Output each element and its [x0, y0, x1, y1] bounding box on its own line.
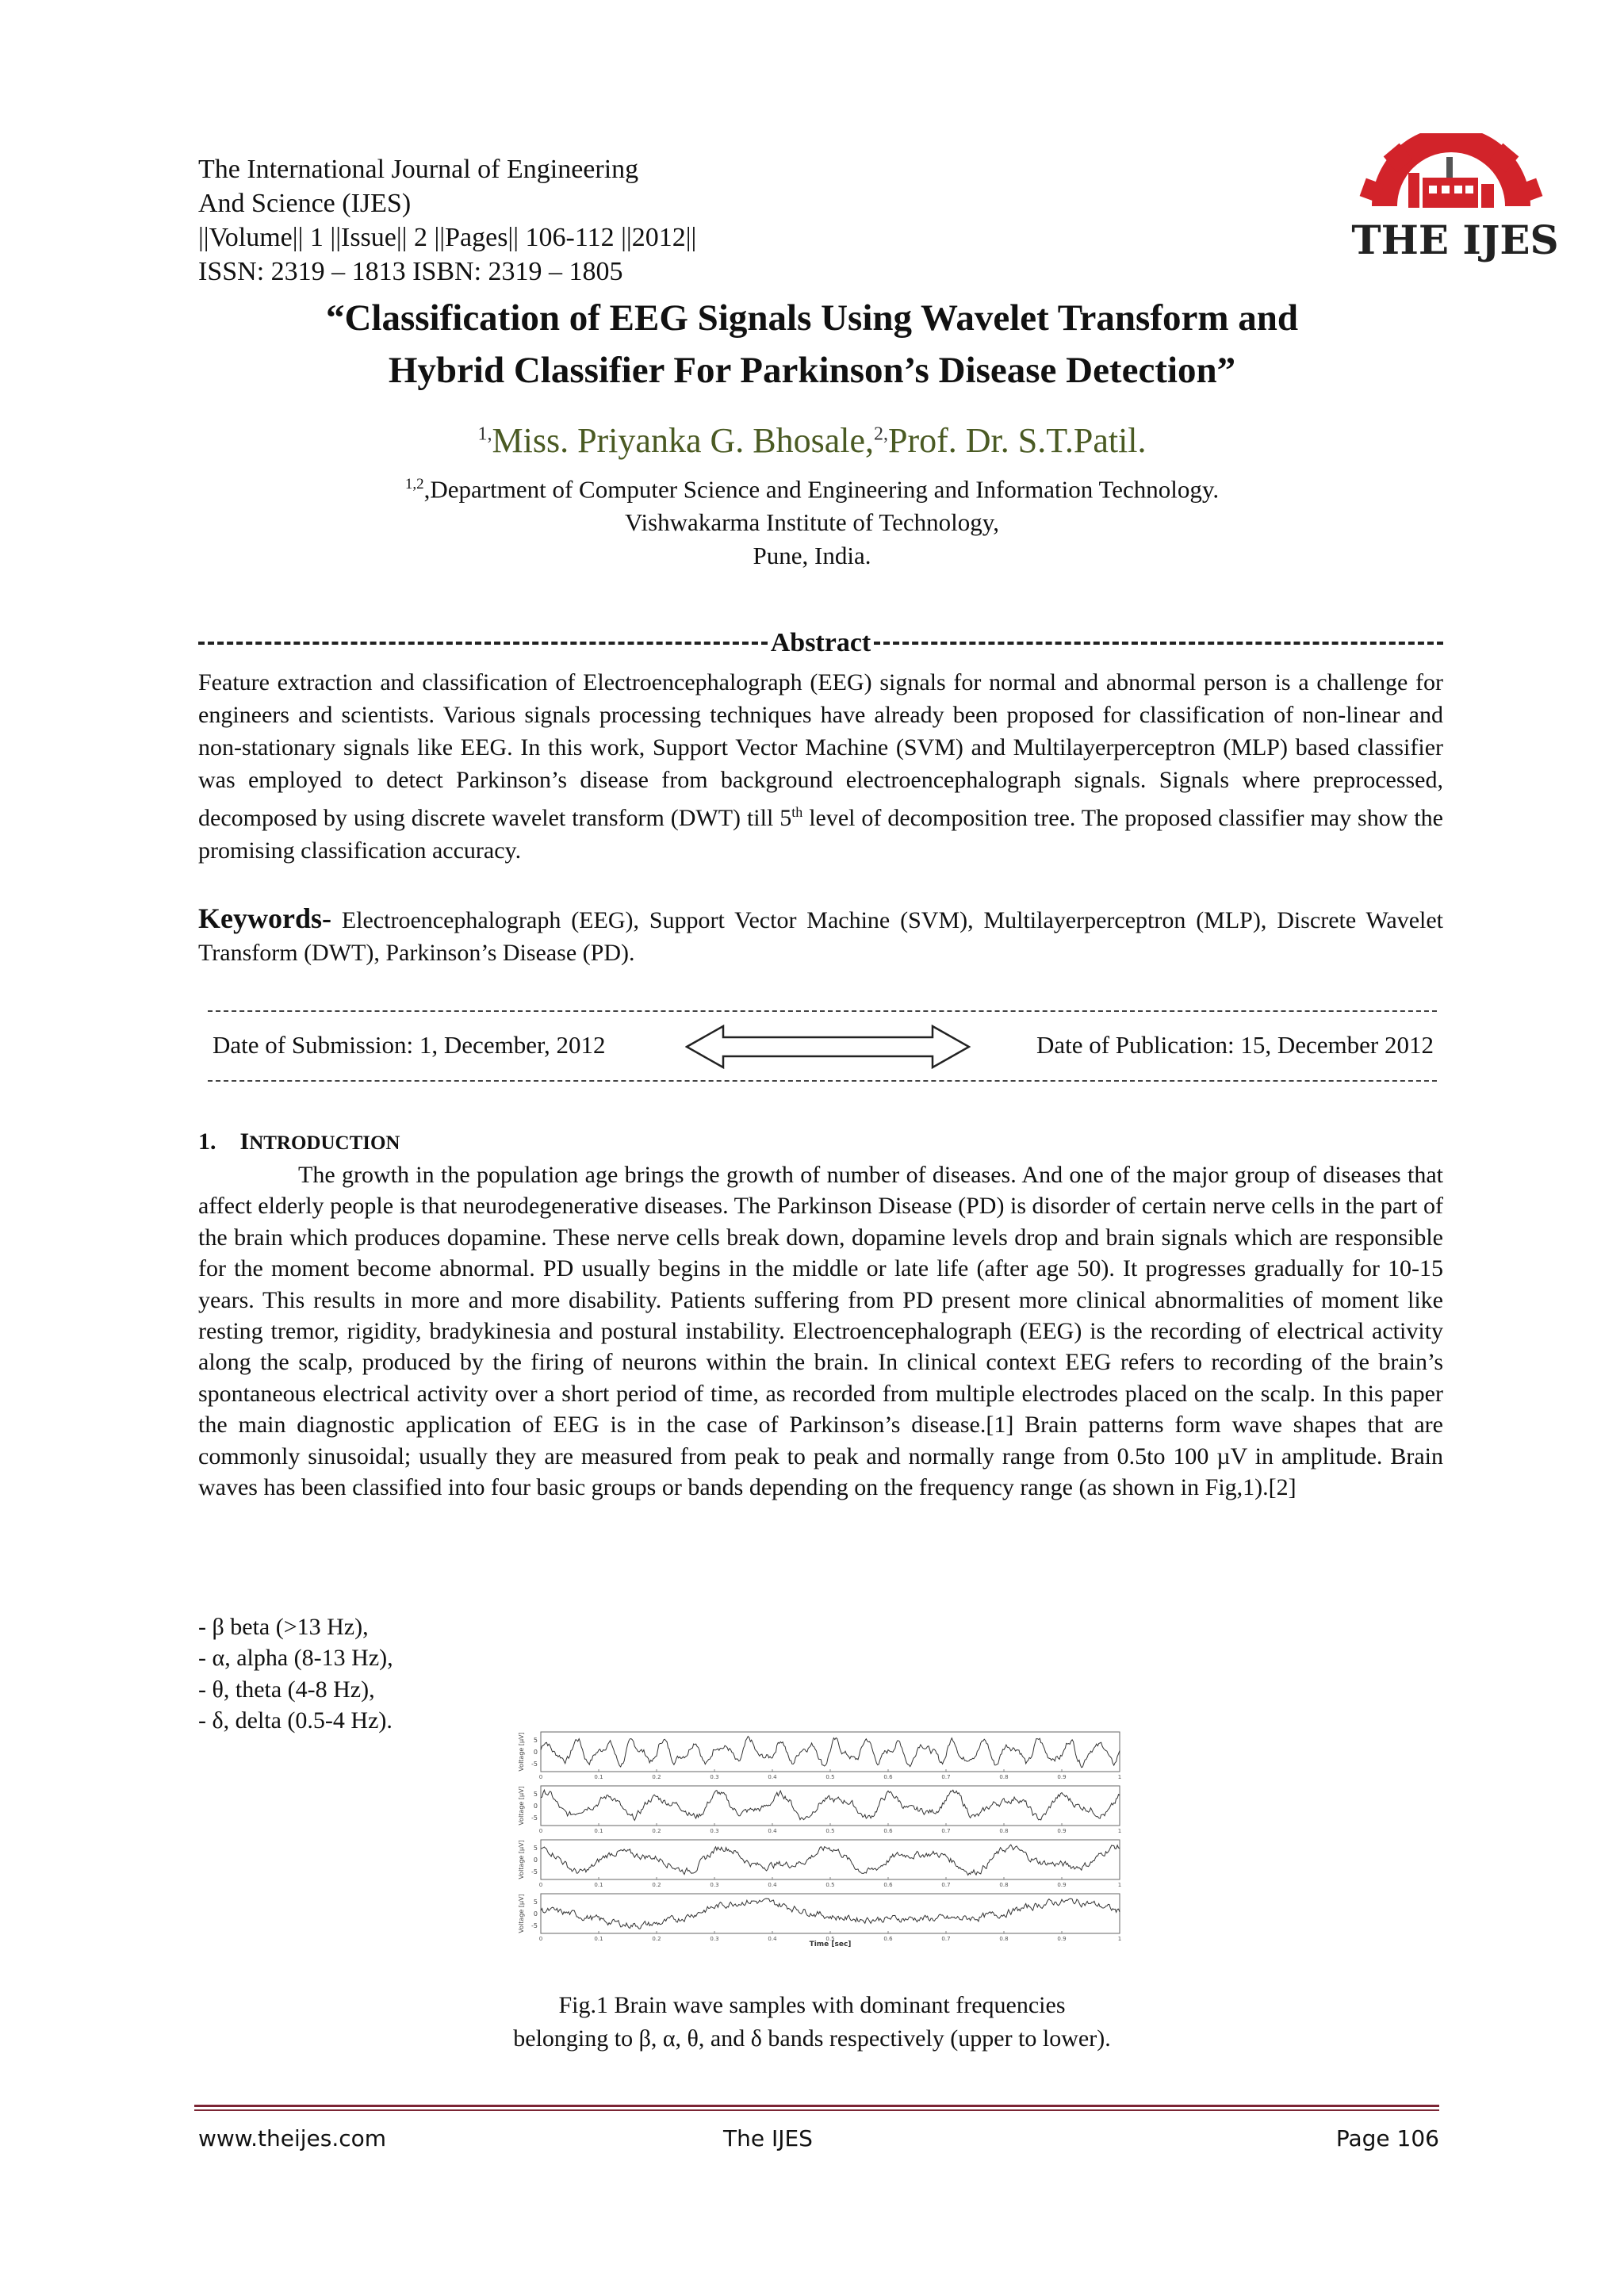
footer-page-number: Page 106 — [1335, 2125, 1439, 2151]
x-tick-label: 0.3 — [710, 1936, 719, 1942]
y-axis-label: Voltage [µV] — [518, 1840, 525, 1879]
submission-date: Date of Submission: 1, December, 2012 — [213, 1031, 606, 1059]
paper-title — [159, 292, 1465, 397]
x-tick-label: 1 — [1117, 1882, 1122, 1888]
journal-name-line2: And Science (IJES) — [198, 189, 412, 218]
title-line1: “Classification of EEG Signals Using Wavelet Transform and — [325, 297, 1299, 339]
footer-rule-top — [194, 2105, 1439, 2107]
x-tick-label: 0.3 — [710, 1882, 719, 1888]
x-tick-label: 0 — [538, 1774, 543, 1780]
y-tick-label: 5 — [533, 1791, 538, 1798]
abstract-text-part2: level of decomposition tree. The proposed classifier may show the promising classification accuracy. — [198, 805, 1443, 864]
x-tick-label: 0.8 — [999, 1936, 1009, 1942]
x-tick-label: 0.8 — [999, 1774, 1009, 1780]
x-tick-label: 0.2 — [652, 1774, 661, 1780]
y-tick-label: 5 — [533, 1845, 538, 1852]
x-tick-label: 0.9 — [1057, 1828, 1067, 1834]
caption-line2: belonging to β, α, θ, and δ bands respectively (upper to lower). — [513, 2025, 1111, 2052]
keywords-text: Electroencephalograph (EEG), Support Vector Machine (SVM), Multilayerperceptron (MLP), Discrete Wavelet Transform (DWT), Parkinson’s Disease (PD). — [198, 907, 1443, 966]
x-tick-label: 0.3 — [710, 1774, 719, 1780]
x-tick-label: 0.5 — [825, 1882, 835, 1888]
y-tick-label: -5 — [531, 1814, 538, 1822]
y-axis-label: Voltage [µV] — [518, 1732, 525, 1772]
keywords — [198, 902, 1443, 969]
introduction-body — [198, 1159, 1443, 1503]
logo-wordmark: THE IJES — [1351, 216, 1559, 263]
abstract-text-part1: Feature extraction and classification of Electroencephalograph (EEG) signals for normal and abnormal person is a challenge for engineers and scientists. Various signals processing techniques have already been proposed for classification of non-linear and non-stationary signals like EEG. In this work, Support Vector Machine (SVM) and Multilayerperceptron (MLP) based classifier was employed to detect Parkinson’s disease from background electroencephalograph signals. Signals where preprocessed, decomposed by using discrete wavelet transform (DWT) till 5 — [198, 669, 1443, 831]
x-tick-label: 0.2 — [652, 1882, 661, 1888]
affiliation-sup: 1,2 — [404, 476, 424, 492]
figure-caption — [0, 1989, 1624, 2056]
section-number: 1. — [198, 1128, 216, 1155]
panel-frame — [541, 1894, 1120, 1933]
affiliation-dept: ,Department of Computer Science and Engineering and Information Technology. — [423, 475, 1220, 504]
x-tick-label: 0.8 — [999, 1828, 1009, 1834]
title-line2: Hybrid Classifier For Parkinson’s Disease Detection” — [388, 350, 1236, 391]
journal-issn: ISSN: 2319 – 1813 ISBN: 2319 – 1805 — [198, 257, 623, 286]
x-tick-label: 0.7 — [941, 1882, 951, 1888]
x-tick-label: 0.6 — [883, 1936, 893, 1942]
double-arrow-icon — [685, 1025, 971, 1069]
panel-frame — [541, 1786, 1120, 1826]
section-heading-initial: I — [239, 1128, 250, 1155]
y-tick-label: 5 — [533, 1898, 538, 1906]
date-rule-bottom — [208, 1080, 1437, 1082]
footer-rule-bottom — [194, 2109, 1439, 2111]
x-tick-label: 0.4 — [768, 1828, 777, 1834]
x-tick-label: 0.7 — [941, 1774, 951, 1780]
factory-icon — [1408, 173, 1494, 208]
x-tick-label: 0.6 — [883, 1828, 893, 1834]
author-list — [0, 420, 1624, 461]
x-tick-label: 0.7 — [941, 1936, 951, 1942]
y-axis-label: Voltage [µV] — [518, 1894, 525, 1933]
x-tick-label: 1 — [1117, 1774, 1122, 1780]
y-tick-label: -5 — [531, 1868, 538, 1875]
x-tick-label: 0.8 — [999, 1882, 1009, 1888]
footer-journal: The IJES — [723, 2125, 813, 2151]
date-rule-top — [208, 1010, 1437, 1012]
x-tick-label: 0.5 — [825, 1774, 835, 1780]
y-tick-label: 0 — [533, 1856, 538, 1864]
x-tick-label: 0.1 — [594, 1936, 603, 1942]
x-tick-label: 0.2 — [652, 1828, 661, 1834]
band-alpha: - α, alpha (8-13 Hz), — [198, 1645, 393, 1672]
x-tick-label: 0.4 — [768, 1774, 777, 1780]
y-tick-label: 0 — [533, 1803, 538, 1810]
x-tick-label: 1 — [1117, 1936, 1122, 1942]
band-theta: - θ, theta (4-8 Hz), — [198, 1676, 375, 1703]
keywords-label: Keywords- — [198, 902, 331, 934]
abstract-rule-right — [874, 642, 1443, 645]
y-tick-label: -5 — [531, 1761, 538, 1768]
abstract-heading — [198, 628, 1443, 658]
x-tick-label: 0 — [538, 1936, 543, 1942]
y-axis-label: Voltage [µV] — [518, 1786, 525, 1826]
author2-sup: 2, — [874, 423, 888, 445]
x-tick-label: 0.5 — [825, 1828, 835, 1834]
x-tick-label: 1 — [1117, 1828, 1122, 1834]
x-tick-label: 0.3 — [710, 1828, 719, 1834]
x-tick-label: 0.9 — [1057, 1936, 1067, 1942]
x-axis-label: Time [sec] — [809, 1941, 852, 1948]
section-heading-rest: NTRODUCTION — [249, 1132, 400, 1154]
abstract-sup: th — [791, 804, 803, 820]
affiliation — [0, 468, 1624, 573]
publication-date: Date of Publication: 15, December 2012 — [1036, 1031, 1434, 1059]
y-tick-label: 0 — [533, 1749, 538, 1756]
abstract-text — [198, 666, 1443, 867]
abstract-heading-label: Abstract — [770, 628, 871, 657]
journal-info — [198, 152, 696, 289]
x-tick-label: 0.7 — [941, 1828, 951, 1834]
affiliation-city: Pune, India. — [753, 542, 871, 570]
band-beta: - β beta (>13 Hz), — [198, 1614, 369, 1640]
author1-sup: 1, — [477, 423, 492, 445]
x-tick-label: 0.6 — [883, 1882, 893, 1888]
y-tick-label: 5 — [533, 1737, 538, 1744]
x-tick-label: 0.1 — [594, 1774, 603, 1780]
x-tick-label: 0 — [538, 1882, 543, 1888]
abstract-rule-left — [198, 642, 768, 645]
caption-line1: Fig.1 Brain wave samples with dominant frequencies — [558, 1992, 1066, 2018]
x-tick-label: 0.4 — [768, 1882, 777, 1888]
x-tick-label: 0.2 — [652, 1936, 661, 1942]
x-tick-label: 0.9 — [1057, 1882, 1067, 1888]
band-delta: - δ, delta (0.5-4 Hz). — [198, 1707, 393, 1734]
x-tick-label: 0.9 — [1057, 1774, 1067, 1780]
x-tick-label: 0.5 — [825, 1936, 835, 1942]
ijes-logo — [1340, 133, 1570, 268]
section-heading-introduction — [198, 1128, 400, 1155]
x-tick-label: 0.4 — [768, 1936, 777, 1942]
y-tick-label: 0 — [533, 1910, 538, 1918]
author1-name: Miss. Priyanka G. Bhosale, — [492, 421, 874, 460]
footer-website: www.theijes.com — [198, 2125, 387, 2151]
author2-name: Prof. Dr. S.T.Patil. — [888, 421, 1147, 460]
x-tick-label: 0 — [538, 1828, 543, 1834]
eeg-figure — [504, 1729, 1123, 1967]
journal-volume: ||Volume|| 1 ||Issue|| 2 ||Pages|| 106-112 ||2012|| — [198, 223, 697, 252]
introduction-paragraph: The growth in the population age brings the growth of number of diseases. And one of the major group of diseases that affect elderly people is that neurodegenerative diseases. The Parkinson Disease (PD) is disorder of certain nerve cells in the part of the brain which produces dopamine. These nerve cells break down, dopamine levels drop and brain signals which are responsible for the moment become abnormal. PD usually begins in the middle or late life (after age 50). It progresses gradually for 10-15 years. This results in more and more disability. Patients suffering from PD present more clinical abnormalities of moment like resting tremor, rigidity, bradykinesia and postural instability. Electroencephalograph (EEG) is the recording of electrical activity along the scalp, produced by the firing of neurons within the brain. In clinical context EEG refers to recording of the brain’s spontaneous electrical activity over a short period of time, as recorded from multiple electrodes placed on the scalp. In this paper the main diagnostic application of EEG is in the case of Parkinson’s disease.[1] Brain patterns form wave shapes that are commonly sinusoidal; usually they are measured from peak to peak and normally range from 0.5to 100 µV in amplitude. Brain waves has been classified into four basic groups or bands depending on the frequency range (as shown in Fig,1).[2] — [198, 1162, 1443, 1501]
x-tick-label: 0.6 — [883, 1774, 893, 1780]
date-box — [208, 1001, 1437, 1090]
y-tick-label: -5 — [531, 1922, 538, 1929]
band-list — [198, 1611, 393, 1737]
x-tick-label: 0.1 — [594, 1828, 603, 1834]
affiliation-institute: Vishwakarma Institute of Technology, — [624, 508, 1000, 537]
journal-name-line1: The International Journal of Engineering — [198, 155, 639, 184]
x-tick-label: 0.1 — [594, 1882, 603, 1888]
